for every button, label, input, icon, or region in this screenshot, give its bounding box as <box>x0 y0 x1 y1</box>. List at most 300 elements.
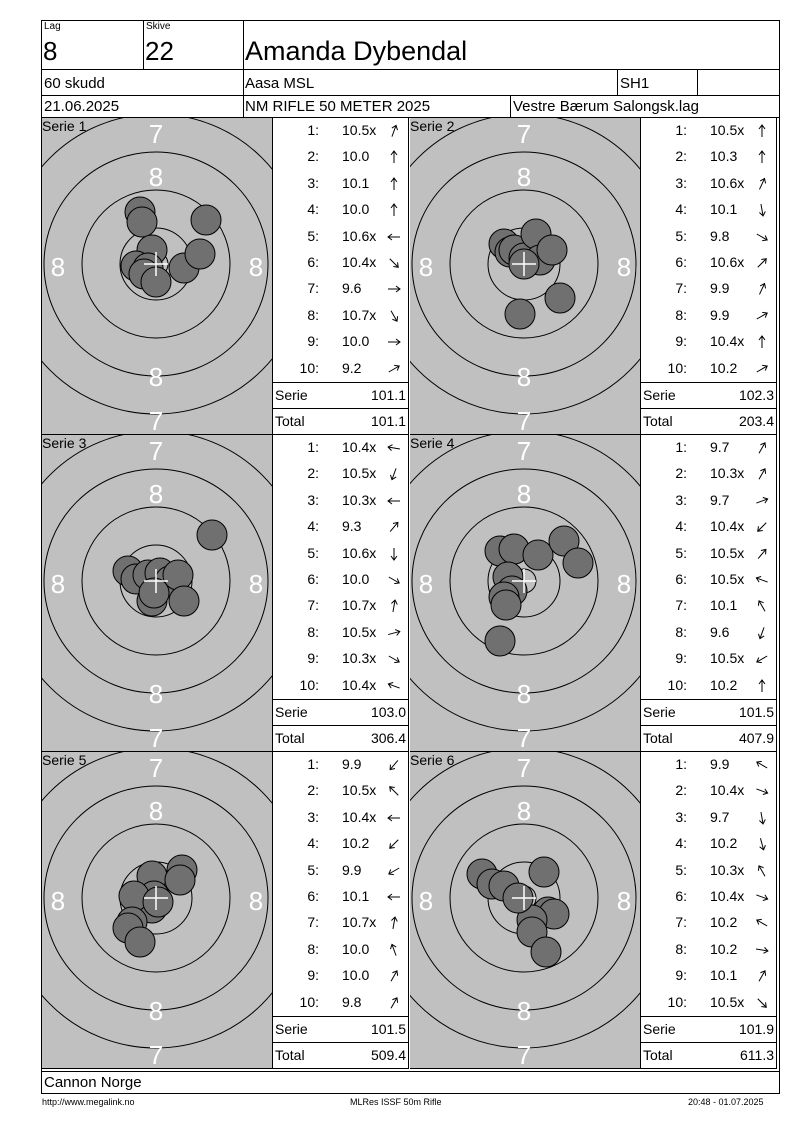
total-sum-row <box>272 408 408 434</box>
serie-sum-row <box>640 382 776 408</box>
shot-row <box>272 541 408 567</box>
shot-row <box>640 514 776 540</box>
ring-label-8-bottom: 8 <box>516 996 532 1026</box>
shot-score: 10.3x <box>342 650 377 667</box>
target-face <box>42 752 272 1068</box>
shot-row <box>272 752 408 778</box>
shot-row <box>272 673 408 699</box>
shot-row <box>272 224 408 250</box>
target-svg <box>410 435 640 751</box>
serie-sum-row <box>272 699 408 725</box>
shot-score: 9.2 <box>342 359 362 376</box>
shot-row <box>640 805 776 831</box>
direction-arrow-icon <box>754 625 770 641</box>
shot-score: 10.1 <box>710 967 738 984</box>
direction-arrow-icon <box>386 229 402 245</box>
shot-number: 5: <box>675 544 687 561</box>
shot-number: 7: <box>307 914 319 931</box>
series-block <box>410 752 777 1068</box>
direction-arrow-icon <box>754 519 770 535</box>
shot-number: 5: <box>675 227 687 244</box>
total-sum-value: 203.4 <box>738 413 774 429</box>
class-label: SH1 <box>620 75 650 92</box>
shot-row <box>272 356 408 382</box>
serie-sum-label: Serie <box>643 387 676 403</box>
shot-hole <box>563 548 593 578</box>
shot-row <box>640 778 776 804</box>
header-divider-2 <box>41 95 780 96</box>
footer-divider-2 <box>41 1093 780 1094</box>
shot-score: 10.6x <box>710 174 745 191</box>
shot-row <box>640 646 776 672</box>
shot-score: 10.5x <box>710 993 745 1010</box>
venue-name: Vestre Bærum Salongsk.lag <box>513 98 699 115</box>
shot-score: 10.5x <box>710 544 745 561</box>
direction-arrow-icon <box>386 889 402 905</box>
total-sum-label: Total <box>643 1047 673 1063</box>
direction-arrow-icon <box>754 968 770 984</box>
total-sum-row <box>640 725 776 751</box>
direction-arrow-icon <box>386 995 402 1011</box>
shot-row <box>640 620 776 646</box>
shot-row <box>272 118 408 144</box>
direction-arrow-icon <box>754 334 770 350</box>
ring-label-7-bottom: 7 <box>516 1040 532 1068</box>
shot-row <box>640 303 776 329</box>
shot-row <box>640 250 776 276</box>
shooter-name: Amanda Dybendal <box>245 36 468 66</box>
shot-number: 5: <box>675 861 687 878</box>
shot-row <box>640 224 776 250</box>
direction-arrow-icon <box>754 440 770 456</box>
shot-row <box>640 910 776 936</box>
target-svg <box>42 118 272 434</box>
ring-label-7-bottom: 7 <box>148 406 164 434</box>
serie-sum-row <box>272 1016 408 1042</box>
shot-row <box>640 171 776 197</box>
shot-number: 8: <box>307 940 319 957</box>
shot-row <box>640 329 776 355</box>
direction-arrow-icon <box>386 678 402 694</box>
shot-number: 4: <box>307 201 319 218</box>
direction-arrow-icon <box>386 572 402 588</box>
shot-score: 10.4x <box>342 439 377 455</box>
shot-row <box>640 752 776 778</box>
shot-row <box>272 171 408 197</box>
total-sum-label: Total <box>275 730 305 746</box>
series-block <box>42 435 409 751</box>
shot-score: 10.4x <box>342 676 377 693</box>
direction-arrow-icon <box>386 863 402 879</box>
direction-arrow-icon <box>386 651 402 667</box>
target-svg <box>410 752 640 1068</box>
ring-label-7-top: 7 <box>516 436 532 466</box>
shot-number: 7: <box>675 280 687 297</box>
shot-number: 4: <box>675 518 687 535</box>
shot-score: 10.4x <box>342 254 377 270</box>
shot-row <box>272 435 408 461</box>
shot-number: 2: <box>307 465 319 482</box>
shot-hole <box>165 865 195 895</box>
direction-arrow-icon <box>754 202 770 218</box>
ring-label-7-top: 7 <box>516 119 532 149</box>
shot-number: 9: <box>307 967 319 984</box>
direction-arrow-icon <box>754 863 770 879</box>
direction-arrow-icon <box>386 836 402 852</box>
ring-label-7-top: 7 <box>148 753 164 783</box>
serie-sum-label: Serie <box>643 704 676 720</box>
shot-score: 10.5x <box>342 623 377 640</box>
footer-software: MLRes ISSF 50m Rifle <box>350 1097 442 1107</box>
shot-score: 10.7x <box>342 306 377 323</box>
direction-arrow-icon <box>386 334 402 350</box>
target-face <box>410 118 640 434</box>
shot-hole <box>143 887 173 917</box>
ring-label-8-right: 8 <box>616 569 632 599</box>
ring-label-8-top: 8 <box>148 796 164 826</box>
footer-url[interactable]: http://www.megalink.no <box>42 1097 135 1107</box>
shot-hole <box>491 590 521 620</box>
total-sum-value: 407.9 <box>738 730 774 746</box>
ring-label-7-bottom: 7 <box>148 723 164 751</box>
direction-arrow-icon <box>386 440 402 456</box>
series-block <box>410 118 777 434</box>
shot-score: 10.2 <box>710 676 738 693</box>
direction-arrow-icon <box>386 281 402 297</box>
shot-row <box>272 461 408 487</box>
serie-sum-value: 101.5 <box>370 1021 406 1037</box>
shot-number: 6: <box>675 571 687 587</box>
event-name: NM RIFLE 50 METER 2025 <box>245 98 431 115</box>
shot-score: 10.0 <box>342 201 370 218</box>
shot-row <box>640 118 776 144</box>
shot-score: 10.0 <box>342 148 370 165</box>
direction-arrow-icon <box>386 176 402 192</box>
shot-hole <box>531 937 561 967</box>
direction-arrow-icon <box>754 757 770 773</box>
direction-arrow-icon <box>754 308 770 324</box>
shot-row <box>272 303 408 329</box>
shot-hole <box>537 235 567 265</box>
shot-number: 6: <box>675 254 687 270</box>
shot-row <box>272 963 408 989</box>
shot-hole <box>485 626 515 656</box>
series-label: Serie 2 <box>410 118 455 134</box>
shot-number: 3: <box>675 174 687 191</box>
shot-number: 2: <box>307 148 319 165</box>
target-face <box>410 435 640 751</box>
shot-number: 10: <box>667 359 687 376</box>
shot-row <box>640 435 776 461</box>
shot-score: 10.4x <box>710 782 745 799</box>
ring-label-8-bottom: 8 <box>148 362 164 392</box>
ring-label-8-top: 8 <box>148 479 164 509</box>
direction-arrow-icon <box>386 493 402 509</box>
ring-label-8-top: 8 <box>516 796 532 826</box>
shot-score: 9.9 <box>710 306 730 323</box>
shot-score: 10.1 <box>710 201 738 218</box>
shot-number: 10: <box>299 359 319 376</box>
direction-arrow-icon <box>754 810 770 826</box>
shot-score: 9.7 <box>710 491 730 508</box>
ring-label-7-top: 7 <box>148 436 164 466</box>
shot-row <box>640 488 776 514</box>
shot-number: 7: <box>307 597 319 614</box>
ring-label-8-bottom: 8 <box>148 679 164 709</box>
shot-row <box>272 937 408 963</box>
shot-number: 3: <box>307 491 319 508</box>
shot-score: 9.7 <box>710 439 730 455</box>
shot-row <box>640 567 776 593</box>
shot-row <box>272 778 408 804</box>
shot-row <box>272 858 408 884</box>
lag-label: Lag <box>44 21 61 32</box>
shot-row <box>640 593 776 619</box>
shot-hole <box>139 578 169 608</box>
ring-label-8-top: 8 <box>148 162 164 192</box>
serie-sum-value: 102.3 <box>738 387 774 403</box>
direction-arrow-icon <box>386 915 402 931</box>
total-sum-row <box>272 725 408 751</box>
shot-number: 4: <box>675 201 687 218</box>
ring-label-8-top: 8 <box>516 162 532 192</box>
shot-number: 8: <box>675 623 687 640</box>
block-bottom-border <box>410 1068 777 1069</box>
direction-arrow-icon <box>386 968 402 984</box>
shot-score: 10.3x <box>710 861 745 878</box>
shot-row <box>272 990 408 1016</box>
direction-arrow-icon <box>754 229 770 245</box>
shot-score: 10.5x <box>710 650 745 667</box>
shot-number: 2: <box>675 148 687 165</box>
shot-number: 4: <box>307 835 319 852</box>
direction-arrow-icon <box>754 493 770 509</box>
organizer-name: Cannon Norge <box>44 1074 142 1091</box>
shot-number: 9: <box>675 967 687 984</box>
shot-number: 3: <box>307 808 319 825</box>
direction-arrow-icon <box>386 942 402 958</box>
shot-number: 5: <box>307 544 319 561</box>
shot-number: 5: <box>307 227 319 244</box>
direction-arrow-icon <box>386 625 402 641</box>
shot-row <box>272 329 408 355</box>
serie-sum-value: 101.9 <box>738 1021 774 1037</box>
total-sum-label: Total <box>275 1047 305 1063</box>
header-vdiv-class <box>617 69 618 95</box>
footer-timestamp: 20:48 - 01.07.2025 <box>688 1097 764 1107</box>
shot-row <box>272 567 408 593</box>
shot-score: 10.2 <box>710 940 738 957</box>
shot-number: 8: <box>307 306 319 323</box>
shot-number: 7: <box>675 597 687 614</box>
ring-label-7-bottom: 7 <box>148 1040 164 1068</box>
shot-number: 1: <box>675 122 687 138</box>
ring-label-8-right: 8 <box>248 886 264 916</box>
target-svg <box>42 752 272 1068</box>
shot-hole <box>529 857 559 887</box>
direction-arrow-icon <box>754 783 770 799</box>
shot-row <box>640 937 776 963</box>
direction-arrow-icon <box>754 942 770 958</box>
target-face <box>42 435 272 751</box>
shot-row <box>272 910 408 936</box>
shot-score: 9.9 <box>710 280 730 297</box>
event-date: 21.06.2025 <box>44 98 120 115</box>
ring-label-8-right: 8 <box>616 252 632 282</box>
ring-label-7-bottom: 7 <box>516 723 532 751</box>
series-label: Serie 3 <box>42 435 87 451</box>
total-sum-label: Total <box>643 413 673 429</box>
serie-sum-value: 101.5 <box>738 704 774 720</box>
footer-divider-1 <box>41 1071 780 1072</box>
shot-score: 10.2 <box>342 835 370 852</box>
shot-score: 10.0 <box>342 571 370 587</box>
direction-arrow-icon <box>754 361 770 377</box>
shot-number: 9: <box>307 650 319 667</box>
direction-arrow-icon <box>386 783 402 799</box>
shot-row <box>272 144 408 170</box>
shot-number: 9: <box>675 333 687 350</box>
shot-number: 6: <box>307 571 319 587</box>
direction-arrow-icon <box>754 836 770 852</box>
ring-label-7-top: 7 <box>516 753 532 783</box>
direction-arrow-icon <box>386 546 402 562</box>
club-name: Aasa MSL <box>245 75 315 92</box>
shot-row <box>640 144 776 170</box>
shot-number: 10: <box>667 676 687 693</box>
direction-arrow-icon <box>386 598 402 614</box>
shot-score: 9.6 <box>710 623 730 640</box>
direction-arrow-icon <box>754 889 770 905</box>
direction-arrow-icon <box>754 123 770 139</box>
series-block <box>42 118 409 434</box>
shot-row <box>272 593 408 619</box>
shot-row <box>272 276 408 302</box>
direction-arrow-icon <box>754 572 770 588</box>
shot-hole <box>127 207 157 237</box>
lag-value: 8 <box>43 36 58 66</box>
shot-score: 10.7x <box>342 914 377 931</box>
ring-label-7-bottom: 7 <box>516 406 532 434</box>
shot-score: 10.2 <box>710 914 738 931</box>
ring-label-8-left: 8 <box>50 569 66 599</box>
shot-score: 9.8 <box>710 227 730 244</box>
shot-number: 1: <box>307 756 319 772</box>
shot-number: 8: <box>675 306 687 323</box>
shot-number: 6: <box>307 888 319 904</box>
total-sum-row <box>640 408 776 434</box>
serie-sum-label: Serie <box>275 704 308 720</box>
direction-arrow-icon <box>754 176 770 192</box>
direction-arrow-icon <box>754 995 770 1011</box>
direction-arrow-icon <box>754 255 770 271</box>
shot-number: 1: <box>675 756 687 772</box>
shot-number: 3: <box>675 491 687 508</box>
direction-arrow-icon <box>754 915 770 931</box>
shot-row <box>272 646 408 672</box>
shot-score: 10.0 <box>342 967 370 984</box>
skive-label: Skive <box>146 21 171 32</box>
shot-score: 10.3 <box>710 148 738 165</box>
ring-label-8-left: 8 <box>418 886 434 916</box>
shot-score: 9.8 <box>342 993 362 1010</box>
shot-row <box>272 197 408 223</box>
skive-value: 22 <box>145 36 174 66</box>
shot-score: 9.7 <box>710 808 730 825</box>
frame-right <box>779 20 780 1094</box>
direction-arrow-icon <box>386 361 402 377</box>
shot-number: 4: <box>307 518 319 535</box>
shot-number: 1: <box>307 122 319 138</box>
shot-number: 2: <box>675 782 687 799</box>
shot-number: 6: <box>307 254 319 270</box>
direction-arrow-icon <box>386 757 402 773</box>
target-svg <box>42 435 272 751</box>
shot-row <box>640 197 776 223</box>
shot-score: 10.5x <box>342 465 377 482</box>
target-face <box>42 118 272 434</box>
total-sum-row <box>640 1042 776 1068</box>
shot-score: 9.3 <box>342 518 362 535</box>
shot-number: 5: <box>307 861 319 878</box>
shot-score: 10.1 <box>342 888 370 904</box>
series-label: Serie 5 <box>42 752 87 768</box>
shot-score: 10.4x <box>342 808 377 825</box>
shot-number: 7: <box>307 280 319 297</box>
direction-arrow-icon <box>386 149 402 165</box>
shot-hole <box>169 586 199 616</box>
ring-label-8-left: 8 <box>418 569 434 599</box>
direction-arrow-icon <box>754 466 770 482</box>
shot-number: 6: <box>675 888 687 904</box>
direction-arrow-icon <box>386 466 402 482</box>
shot-row <box>640 884 776 910</box>
shot-number: 7: <box>675 914 687 931</box>
shot-row <box>272 514 408 540</box>
ring-label-8-bottom: 8 <box>516 679 532 709</box>
shot-row <box>272 805 408 831</box>
header-vdiv-skive <box>243 20 244 117</box>
direction-arrow-icon <box>386 202 402 218</box>
serie-sum-label: Serie <box>275 387 308 403</box>
shot-number: 10: <box>299 993 319 1010</box>
shot-score: 10.2 <box>710 359 738 376</box>
shot-number: 10: <box>667 993 687 1010</box>
total-sum-value: 611.3 <box>740 1047 774 1063</box>
shot-score: 9.9 <box>342 756 362 772</box>
ring-label-7-top: 7 <box>148 119 164 149</box>
shot-score: 10.5x <box>342 782 377 799</box>
shot-score: 9.9 <box>710 756 730 772</box>
shot-row <box>272 884 408 910</box>
direction-arrow-icon <box>386 308 402 324</box>
shot-score: 10.1 <box>710 597 738 614</box>
ring-label-8-left: 8 <box>50 886 66 916</box>
direction-arrow-icon <box>754 651 770 667</box>
shot-score: 10.4x <box>710 518 745 535</box>
shot-score: 10.4x <box>710 333 745 350</box>
shot-number: 3: <box>307 174 319 191</box>
direction-arrow-icon <box>754 546 770 562</box>
ring-label-8-bottom: 8 <box>516 362 532 392</box>
shot-hole <box>125 927 155 957</box>
shot-hole <box>545 283 575 313</box>
shot-row <box>272 620 408 646</box>
shot-number: 1: <box>675 439 687 455</box>
total-sum-label: Total <box>275 413 305 429</box>
shot-number: 3: <box>675 808 687 825</box>
shot-row <box>640 673 776 699</box>
